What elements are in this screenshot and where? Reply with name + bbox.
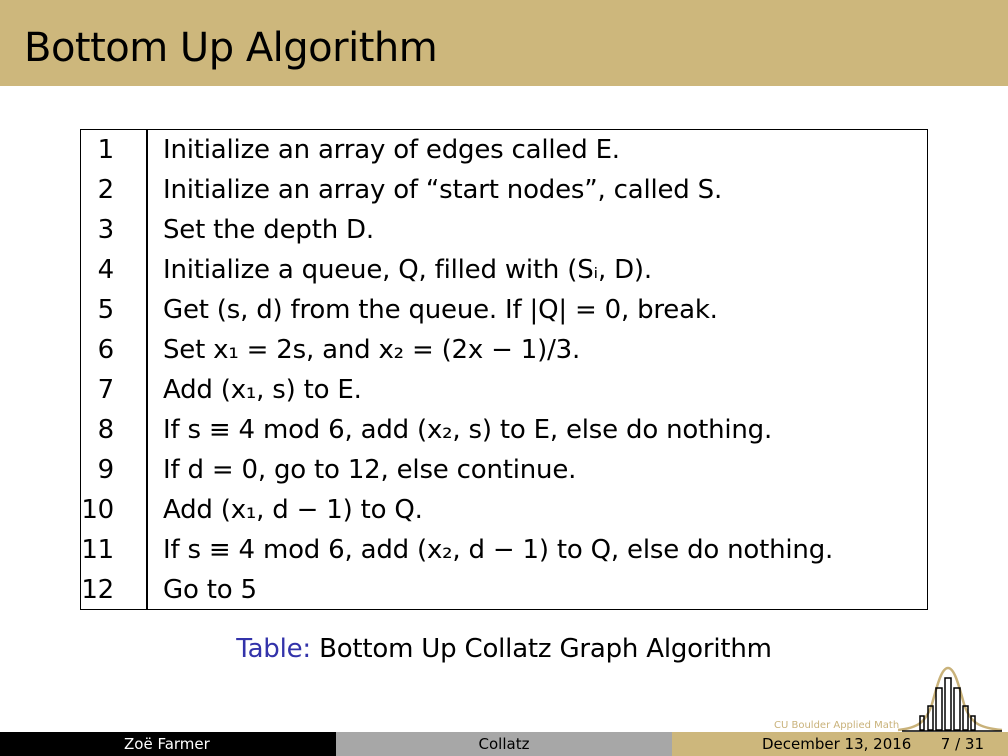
table-row bbox=[81, 170, 927, 210]
footer-date-box bbox=[672, 732, 1008, 756]
table-row bbox=[81, 570, 927, 610]
row-text: Set x₁ = 2s, and x₂ = (2x − 1)/3. bbox=[163, 335, 581, 365]
row-text: If d = 0, go to 12, else continue. bbox=[163, 455, 577, 485]
row-number: 9 bbox=[97, 455, 114, 485]
algorithm-table bbox=[80, 129, 928, 610]
table-row bbox=[81, 130, 927, 170]
footer-date: December 13, 2016 bbox=[762, 735, 912, 753]
footer-author-box bbox=[0, 732, 336, 756]
footer-title-box bbox=[336, 732, 672, 756]
table-row bbox=[81, 490, 927, 530]
table-row bbox=[81, 290, 927, 330]
row-number: 6 bbox=[97, 335, 114, 365]
row-number: 1 bbox=[97, 135, 114, 165]
row-number: 3 bbox=[97, 215, 114, 245]
slide-header bbox=[0, 0, 1008, 86]
table-row bbox=[81, 250, 927, 290]
slide-title: Bottom Up Algorithm bbox=[24, 25, 438, 71]
row-number: 12 bbox=[81, 575, 114, 605]
table-row bbox=[81, 210, 927, 250]
footer-short-title: Collatz bbox=[478, 735, 530, 753]
row-number: 5 bbox=[97, 295, 114, 325]
row-number: 2 bbox=[97, 175, 114, 205]
row-text: Get (s, d) from the queue. If |Q| = 0, break. bbox=[163, 295, 718, 325]
row-number: 8 bbox=[97, 415, 114, 445]
row-text: If s ≡ 4 mod 6, add (x₂, d − 1) to Q, else do nothing. bbox=[163, 535, 834, 565]
row-number: 7 bbox=[97, 375, 114, 405]
row-text: Initialize an array of “start nodes”, called S. bbox=[163, 175, 723, 205]
caption-text: Bottom Up Collatz Graph Algorithm bbox=[319, 634, 772, 664]
footer-author: Zoë Farmer bbox=[124, 735, 210, 753]
row-number: 10 bbox=[81, 495, 114, 525]
slide-footer bbox=[0, 732, 1008, 756]
table-row bbox=[81, 330, 927, 370]
row-text: Initialize a queue, Q, filled with (Sᵢ, D). bbox=[163, 255, 652, 285]
row-text: If s ≡ 4 mod 6, add (x₂, s) to E, else do nothing. bbox=[163, 415, 773, 445]
table-row bbox=[81, 410, 927, 450]
caption-label: Table: bbox=[236, 634, 311, 664]
row-text: Set the depth D. bbox=[163, 215, 374, 245]
row-number: 4 bbox=[97, 255, 114, 285]
row-number: 11 bbox=[81, 535, 114, 565]
table-row bbox=[81, 370, 927, 410]
logo-text: CU Boulder Applied Math bbox=[774, 720, 900, 731]
table-caption bbox=[0, 629, 1008, 669]
page-number: 7 / 31 bbox=[940, 735, 984, 753]
row-text: Initialize an array of edges called E. bbox=[163, 135, 620, 165]
bell-curve-logo-icon bbox=[898, 664, 1008, 732]
table-row bbox=[81, 530, 927, 570]
table-row bbox=[81, 450, 927, 490]
row-text: Go to 5 bbox=[163, 575, 257, 605]
row-text: Add (x₁, s) to E. bbox=[163, 375, 362, 405]
row-text: Add (x₁, d − 1) to Q. bbox=[163, 495, 423, 525]
